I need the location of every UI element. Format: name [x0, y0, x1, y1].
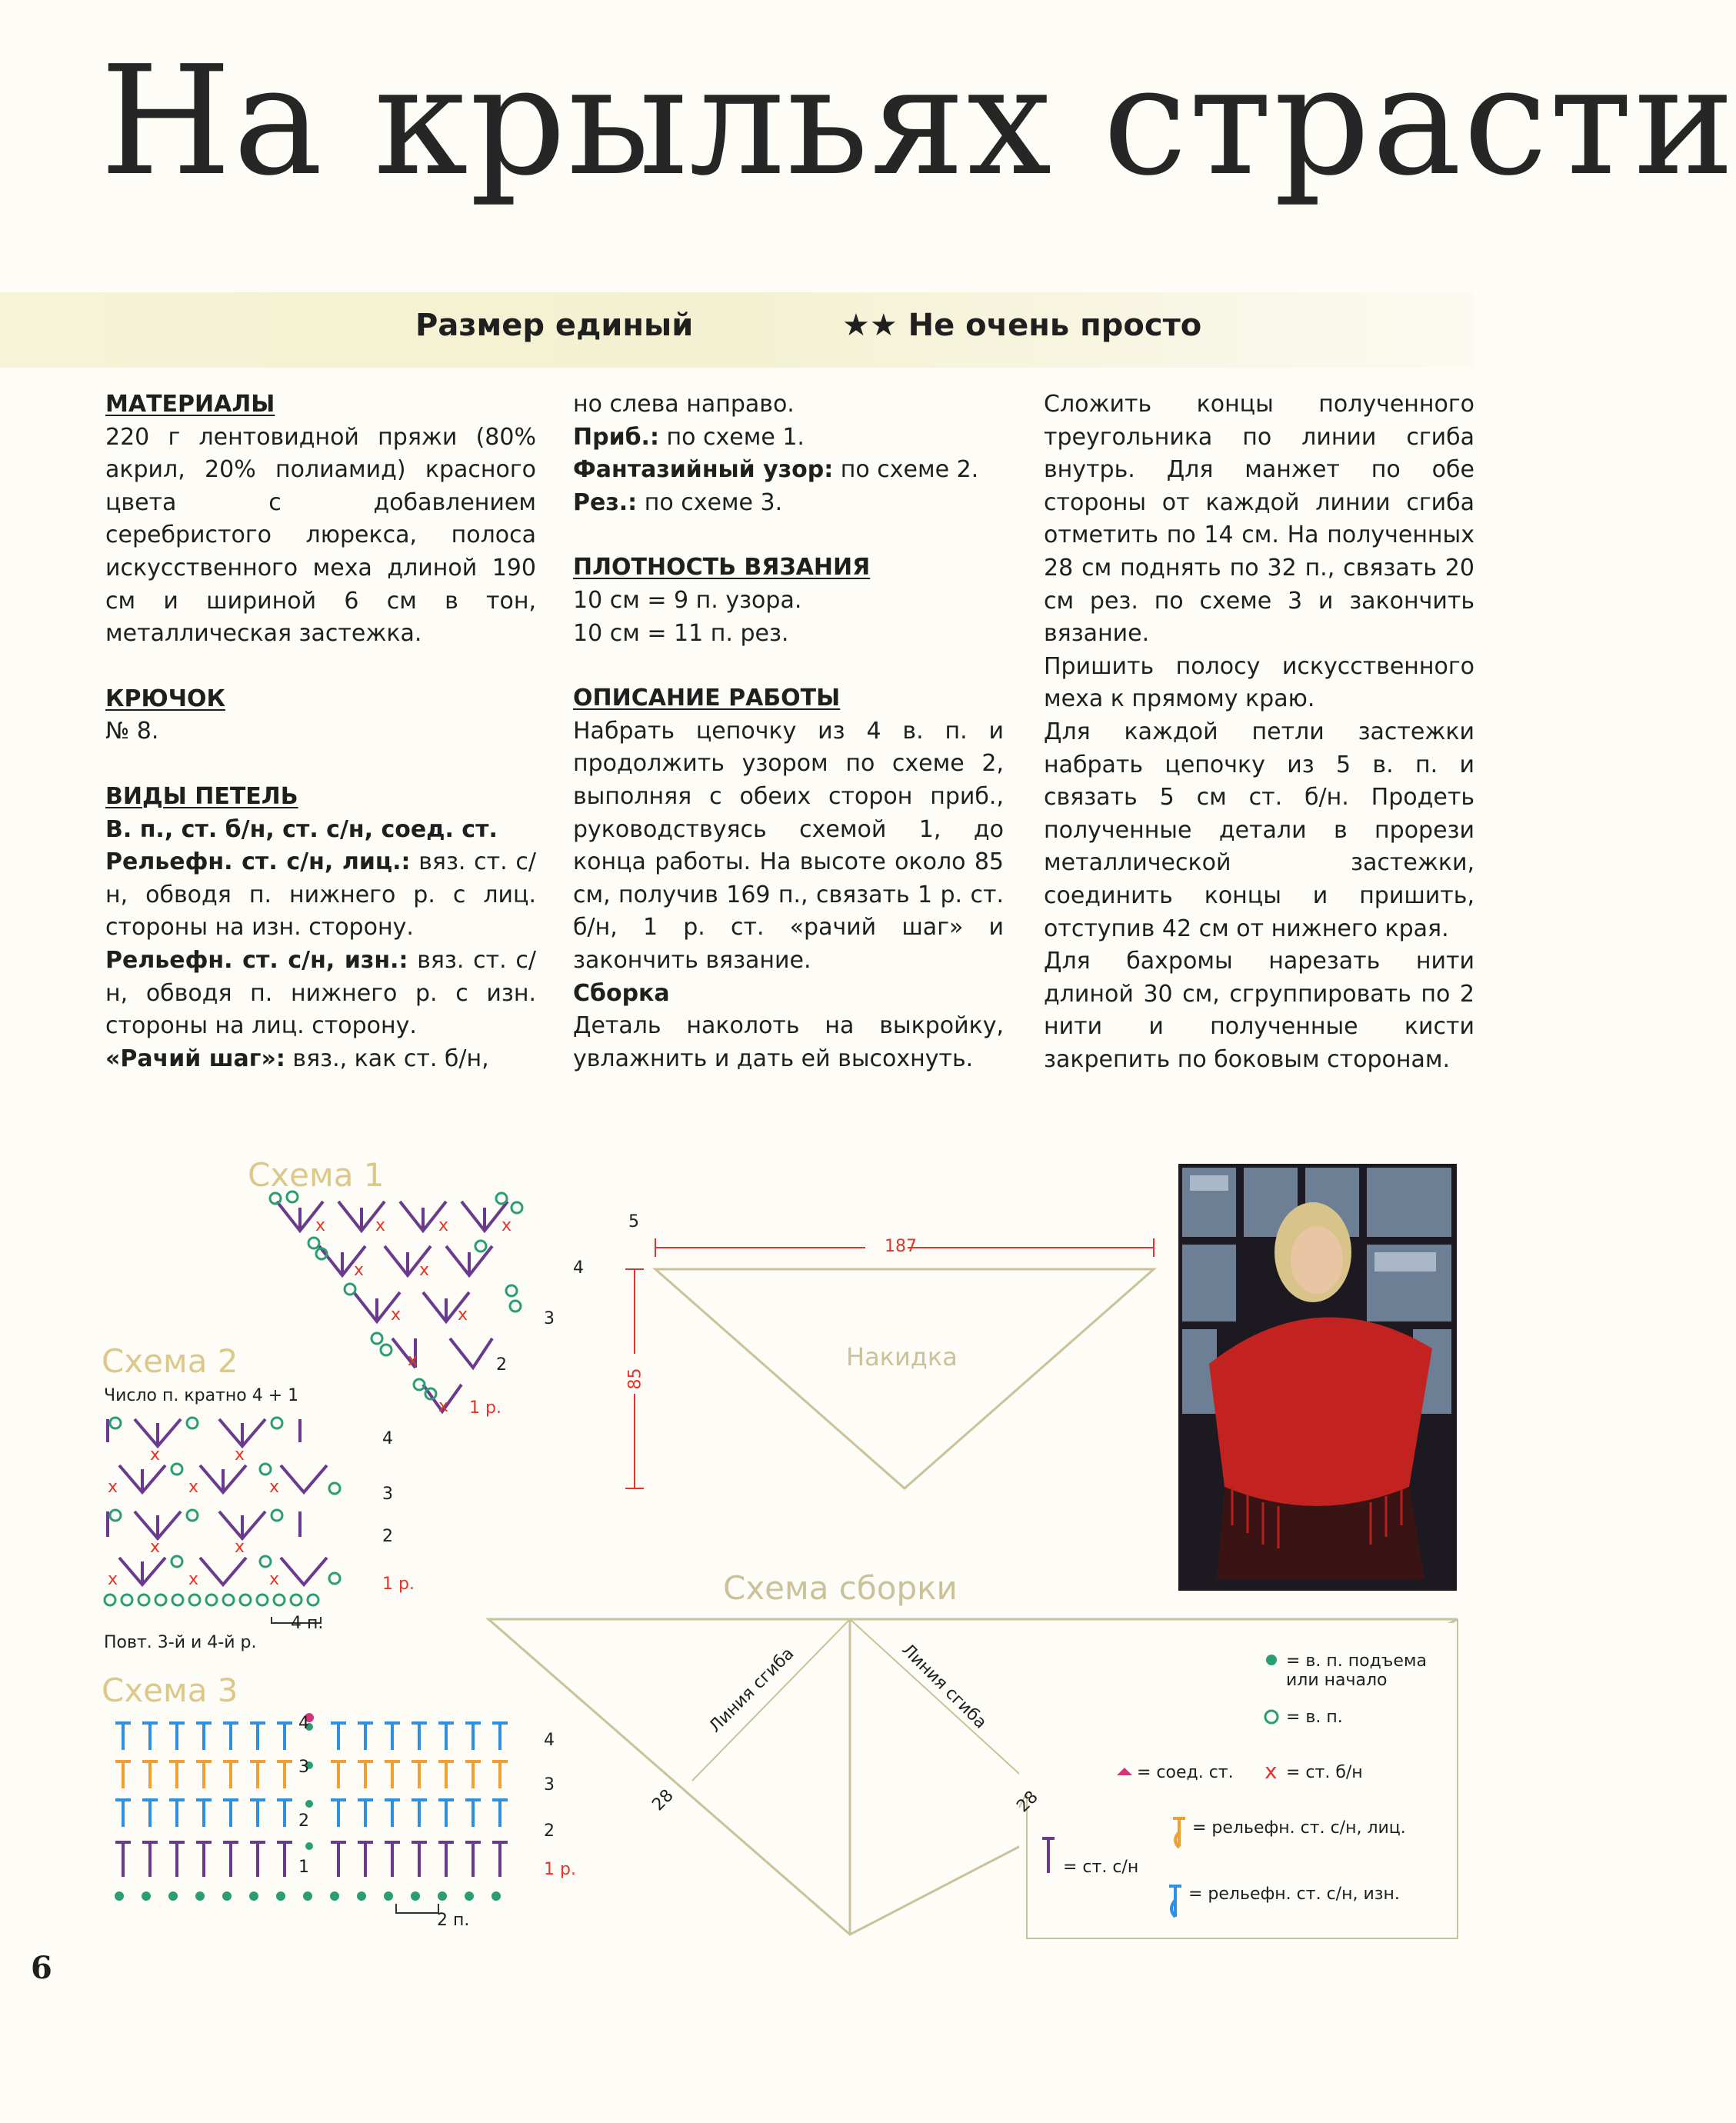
svg-text:x: x: [150, 1445, 161, 1465]
column-1: [105, 388, 536, 1075]
schema2-repeat-note: Повт. 3-й и 4-й р.: [104, 1633, 257, 1652]
stitches-heading: ВИДЫ ПЕТЕЛЬ: [105, 782, 298, 810]
legend-chain: = в. п.: [1286, 1708, 1343, 1727]
schema1-row-3: 3: [544, 1309, 555, 1328]
increase-desc: по схеме 1.: [658, 423, 805, 451]
schema3-diagram: [108, 1711, 538, 1927]
svg-text:x: x: [408, 1351, 418, 1370]
stitch-crab-desc: вяз., как ст. б/н,: [285, 1045, 489, 1072]
legend-fpdc: = рельефн. ст. с/н, лиц.: [1192, 1818, 1406, 1838]
work-heading: ОПИСАНИЕ РАБОТЫ: [573, 685, 841, 712]
hook-heading: КРЮЧОК: [105, 685, 225, 712]
svg-text:x: x: [375, 1216, 386, 1235]
schema3-row-4: 4: [544, 1731, 555, 1750]
svg-text:x: x: [235, 1538, 245, 1557]
fold-line-right: Линия сгиба: [898, 1640, 991, 1733]
schema3-col-mark-4: 4: [298, 1714, 309, 1733]
gauge-line-2: 10 см = 11 п. рез.: [573, 619, 789, 647]
schema3-repeat: 2 п.: [437, 1911, 470, 1930]
fold-line-left: Линия сгиба: [705, 1644, 798, 1737]
col3-para-2: Пришить полосу искусственного меха к прямому краю.: [1044, 652, 1474, 713]
assembly-text: Деталь наколоть на выкройку, увлажнить и дать ей высохнуть.: [573, 1012, 1004, 1072]
schema3-col-mark-3: 3: [298, 1758, 309, 1777]
rib-term: Рез.:: [573, 488, 638, 516]
schema2-note: Число п. кратно 4 + 1: [104, 1386, 299, 1405]
cape-height: 85: [625, 1368, 645, 1390]
legend-slip: = соед. ст.: [1137, 1763, 1234, 1782]
schema1-diagram: [246, 1192, 646, 1438]
materials-text: 220 г лентовидной пряжи (80% акрил, 20% полиамид) красного цвета с добавлением серебристого люрекса, полоса искусственного меха длиной 190 см и шириной 6 см в тон, металлическая застежка.: [105, 423, 536, 648]
page-title: На крыльях страсти: [100, 34, 1736, 209]
schema1-row-2: 2: [496, 1355, 507, 1375]
svg-text:x: x: [1265, 1758, 1278, 1784]
stitch-fpdc: [105, 846, 536, 945]
svg-text:x: x: [391, 1305, 402, 1325]
materials-heading: МАТЕРИАЛЫ: [105, 391, 275, 418]
size-label: Размер единый: [415, 308, 694, 343]
cuff-left: 28: [648, 1785, 678, 1815]
stitch-crab-term: «Рачий шаг»:: [105, 1045, 285, 1072]
svg-text:x: x: [315, 1216, 326, 1235]
svg-text:x: x: [108, 1478, 118, 1497]
svg-text:x: x: [188, 1478, 199, 1497]
stitch-fpdc-desc: вяз. ст. с/н, обводя п. нижнего р. с лиц. стороны на изн. сторону.: [105, 848, 536, 942]
column-3: [1044, 388, 1474, 1076]
schema2-row-3: 3: [382, 1485, 393, 1504]
rib-desc: по схеме 3.: [637, 488, 783, 516]
stitch-bpdc-desc: вяз. ст. с/н, обводя п. нижнего р. с изн. стороны на лиц. сторону.: [105, 946, 536, 1040]
schema3-row-1: 1 р.: [544, 1860, 576, 1879]
svg-text:x: x: [108, 1570, 118, 1589]
svg-text:x: x: [458, 1305, 468, 1325]
increase-term: Приб.:: [573, 423, 659, 451]
svg-text:x: x: [269, 1570, 280, 1589]
schema2-row-1: 1 р.: [382, 1575, 415, 1594]
cuff-right: 28: [1013, 1787, 1042, 1817]
svg-text:x: x: [501, 1216, 512, 1235]
schema1-row-4: 4: [573, 1258, 584, 1278]
schema2-diagram: [104, 1415, 381, 1623]
stitch-bpdc-term: Рельефн. ст. с/н, изн.:: [105, 946, 408, 974]
schema1-row-5: 5: [628, 1212, 639, 1231]
schema2-row-2: 2: [382, 1527, 393, 1546]
svg-text:x: x: [188, 1570, 199, 1589]
info-band: [0, 292, 1473, 368]
fancy-term: Фантазийный узор:: [573, 456, 834, 484]
cape-label: Накидка: [846, 1342, 958, 1371]
stitches-abbr: В. п., ст. б/н, ст. с/н, соед. ст.: [105, 815, 498, 843]
col3-para-1: Сложить концы полученного треугольника по линии сгиба внутрь. Для манжет по обе стороны от каждой линии сгиба отметить по 14 см. На полученных 28 см поднять по 32 п., связать 20 см рез. по схеме 3 и закончить вязание.: [1044, 391, 1474, 648]
page-number: 6: [31, 1950, 52, 1986]
legend-chain-start: = в. п. подъема или начало: [1286, 1651, 1427, 1690]
legend-dc: = ст. с/н: [1063, 1858, 1139, 1877]
stitches-list: [105, 814, 536, 847]
stitch-fpdc-term: Рельефн. ст. с/н, лиц.:: [105, 848, 411, 876]
gauge-heading: ПЛОТНОСТЬ ВЯЗАНИЯ: [573, 554, 871, 582]
legend-sc: = ст. б/н: [1286, 1763, 1363, 1782]
legend-bpdc: = рельефн. ст. с/н, изн.: [1188, 1885, 1400, 1904]
stitch-crab: [105, 1043, 536, 1076]
svg-text:x: x: [150, 1538, 161, 1557]
schema3-col-mark-1: 1: [298, 1858, 309, 1877]
svg-text:x: x: [438, 1397, 449, 1416]
stitch-bpdc: [105, 945, 536, 1043]
schema1-title: Схема 1: [248, 1156, 385, 1194]
col3-para-3: Для каждой петли застежки набрать цепочку из 5 в. п. и связать 5 см ст. б/н. Продеть полученные детали в прорези металлической застежки, соединить концы и пришить, отступив 42 см от нижнего края.: [1044, 718, 1474, 942]
fancy-line: [573, 454, 1004, 487]
assembly-title: Схема сборки: [723, 1569, 958, 1607]
shawl-photo: [1178, 1164, 1457, 1591]
increase-line: [573, 422, 1004, 455]
gauge-line-1: 10 см = 9 п. узора.: [573, 586, 802, 614]
schema3-title: Схема 3: [102, 1671, 238, 1709]
cape-width: 187: [885, 1237, 917, 1256]
hook-text: № 8.: [105, 718, 159, 745]
svg-text:x: x: [438, 1216, 449, 1235]
crab-continued: но слева направо.: [573, 391, 795, 418]
col3-para-4: Для бахромы нарезать нити длиной 30 см, сгруппировать по 2 нити и полученные кисти закрепить по боковым сторонам.: [1044, 948, 1474, 1073]
assembly-heading: Сборка: [573, 979, 670, 1007]
svg-text:x: x: [354, 1261, 365, 1280]
schema3-row-2: 2: [544, 1821, 555, 1841]
schema2-row-4: 4: [382, 1429, 393, 1448]
svg-text:x: x: [235, 1445, 245, 1465]
schema3-row-3: 3: [544, 1775, 555, 1795]
rib-line: [573, 487, 1004, 520]
schema2-title: Схема 2: [102, 1342, 238, 1380]
difficulty-label: ★★ Не очень просто: [842, 308, 1202, 343]
schema1-row-1: 1 р.: [469, 1398, 501, 1418]
fancy-desc: по схеме 2.: [833, 456, 979, 484]
schema3-col-mark-2: 2: [298, 1811, 309, 1831]
svg-text:x: x: [419, 1261, 430, 1280]
column-2: [573, 388, 1004, 1075]
work-text: Набрать цепочку из 4 в. п. и продолжить узором по схеме 2, выполняя с обеих сторон приб., руководствуясь схемой 1, до конца работы. На высоте около 85 см, получив 169 п., связать 1 р. ст. б/н, 1 р. ст. «рачий шаг» и закончить вязание.: [573, 717, 1004, 974]
schema2-repeat: 4 п.: [291, 1614, 324, 1633]
svg-text:x: x: [269, 1478, 280, 1497]
